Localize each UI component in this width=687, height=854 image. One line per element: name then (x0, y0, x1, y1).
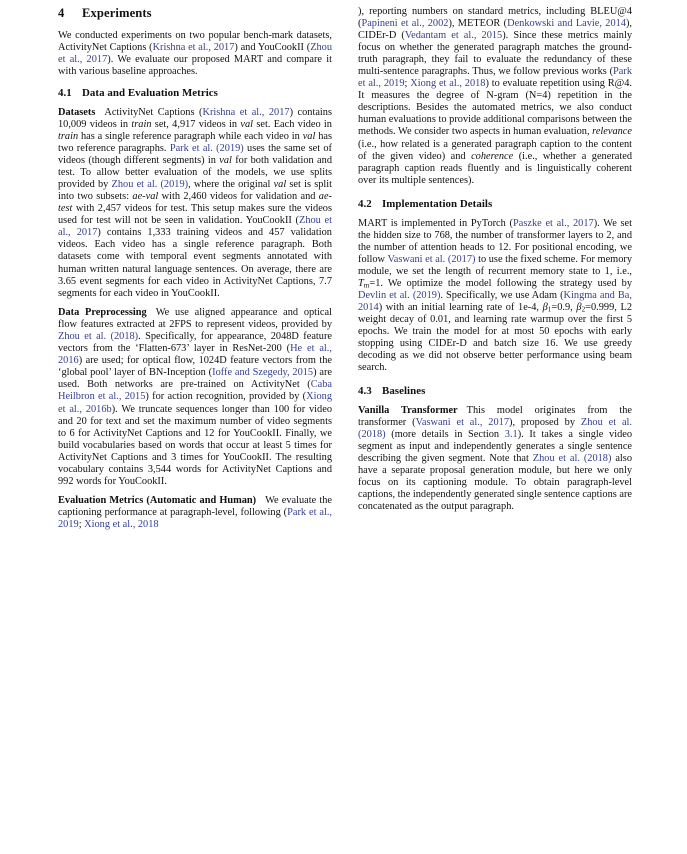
prep-t2: . Specifically, for appearance, 2048D feature vectors from the ‘Flatten-673’ layer in ResNet-200 ( (58, 331, 332, 355)
runin-heading-vanilla-transformer: Vanilla Transformer (358, 405, 458, 417)
vanilla-t3: (more details in Section (385, 429, 505, 441)
citation-park-2019-b[interactable]: Park et al., 2019 (58, 507, 332, 531)
vanilla-transformer-paragraph (358, 405, 632, 513)
right-column (358, 6, 632, 854)
citation-krishna-2017-b[interactable]: Krishna et al., 2017 (202, 106, 290, 118)
runin-heading-evaluation-metrics: Evaluation Metrics (Automatic and Human) (58, 495, 257, 507)
citation-papineni-2002[interactable]: Papineni et al., 2002 (361, 18, 449, 30)
citation-zhou-2018[interactable]: Zhou et al. (2018) (58, 331, 139, 343)
metrics-t7: ; (404, 78, 411, 90)
subsection-title-42: Implementation Details (382, 197, 493, 210)
citation-paszke-2017[interactable]: Paszke et al., 2017 (513, 217, 594, 229)
subsection-heading-baselines (358, 385, 632, 398)
subsection-number-43: 4.3 (358, 385, 372, 398)
evaluation-metrics-paragraph-left (58, 495, 332, 531)
impl-t1: MART is implemented in PyTorch ( (358, 217, 513, 229)
datasets-t3: set, 4,917 videos in (151, 118, 241, 130)
italic-val-3: val (219, 155, 232, 167)
citation-vedantam-2015[interactable]: Vedantam et al., 2015 (404, 30, 503, 42)
two-column-layout (58, 6, 635, 854)
impl-t8: =0.999, L2 weight decay of 0.01, and learning rate warmup over the first 5 epochs. We train the model for at most 50 epochs with early stopping using CIDEr-D and batch size 16. We use greedy decoding as we did not observe better performance using beam search. (358, 301, 632, 374)
citation-zhou-2017-b[interactable]: Zhou et al., 2017 (58, 215, 332, 239)
datasets-t4: set. Each video in (253, 118, 332, 130)
citation-zhou-2018-b[interactable]: Zhou et al. (2018) (358, 417, 632, 441)
metrics-t4: ), METEOR ( (448, 18, 508, 30)
prep-t4: ) are used. Both networks are pre-trained on ActivityNet ( (58, 367, 333, 391)
citation-devlin-2019[interactable]: Devlin et al. (2019) (358, 289, 441, 301)
impl-t2: ). We set the hidden size to 768, the number of transformer layers to 2, and the number of attention heads to 12. For positional encoding, we follow (358, 217, 632, 265)
math-tm-base: T (358, 277, 364, 289)
citation-denkowski-lavie-2014[interactable]: Denkowski and Lavie, 2014 (507, 18, 626, 30)
datasets-t13: ) contains 1,333 training videos and 457 validation videos. Each video has a single reference paragraph. Both datasets come with temporal event segments annotated with human written natural language sentences. On average, there are 3.65 event segments for each video in ActivityNet Captions, 7.7 segments for each video in YouCookII. (58, 227, 332, 299)
math-beta2-subscript: 2 (581, 305, 586, 314)
italic-relevance: relevance (592, 126, 632, 138)
metrics-t8: ) to evaluate repetition using R@4. It measures the degree of N-gram (N=4) repetition in the descriptions. Besides the automated metrics, we also conduct human evaluations to provide additional comparisons between the methods. We consider two aspects in human evaluation, (358, 78, 632, 138)
impl-t5: . Specifically, we use Adam ( (440, 289, 564, 301)
citation-park-2019[interactable]: Park et al. (2019) (169, 143, 244, 155)
math-beta1-base: β (542, 301, 548, 313)
datasets-t1: ActivityNet Captions ( (104, 106, 203, 118)
datasets-t6: has two reference paragraphs. (58, 131, 333, 155)
citation-zhou-2018-c[interactable]: Zhou et al. (2018) (532, 453, 612, 465)
evaluation-metrics-paragraph-right (358, 6, 632, 187)
citation-zhou-2019[interactable]: Zhou et al. (2019) (111, 179, 189, 191)
subsection-title-43: Baselines (382, 385, 426, 398)
intro-text-2: ) and YouCookII ( (234, 41, 311, 53)
section-number: 4 (58, 6, 65, 20)
metrics-t9: (i.e., how related is a generated paragraph caption to the content of the given video) and (358, 138, 632, 162)
citation-park-2019-c[interactable]: Park et al., 2019 (358, 66, 632, 90)
math-tm-subscript: m (363, 281, 370, 290)
datasets-t12: with 2,457 videos for test. This setup makes sure the videos used for test will not be seen in validation. YouCookII ( (58, 203, 332, 227)
citation-xiong-2018-b[interactable]: Xiong et al., 2018 (410, 78, 486, 90)
datasets-t7: uses the same set of videos (though different segments) in (58, 143, 332, 167)
citation-xiong-2016b[interactable]: Xiong et al., 2016b (58, 391, 332, 415)
italic-val-4: val (273, 179, 287, 191)
metrics-t5: ), CIDEr-D ( (358, 18, 633, 42)
runin-heading-data-preprocessing: Data Preprocessing (58, 307, 147, 319)
citation-ioffe-szegedy-2015[interactable]: Ioffe and Szegedy, 2015 (212, 367, 314, 379)
math-beta1-subscript: 1 (547, 305, 552, 314)
intro-paragraph (58, 30, 332, 78)
impl-t6: ) with an initial learning rate of 1e-4, (378, 301, 543, 313)
metrics-t6: ). Since these metrics mainly focus on whether the generated paragraph matches the ground-truth paragraph, they fail to evaluate the redundancy of these multi-sentence paragraphs. Thus, we follow previous works ( (358, 30, 632, 78)
datasets-t2: ) contains 10,009 videos in (58, 106, 332, 130)
citation-vaswani-2017[interactable]: Vaswani et al. (2017) (387, 253, 476, 265)
intro-text-3: ). We evaluate our proposed MART and compare it with various baseline approaches. (58, 53, 332, 77)
datasets-t8: for both validation and test. To allow better evaluation of the models, we use splits provided by (58, 155, 332, 191)
datasets-t10: set is split into two subsets: (58, 179, 333, 203)
citation-kingma-ba-2014[interactable]: Kingma and Ba, 2014 (358, 289, 632, 313)
italic-train-2: train (58, 131, 79, 142)
italic-coherence: coherence (471, 150, 514, 162)
subsection-number-41: 4.1 (58, 87, 72, 100)
italic-ae-val: ae-val (132, 191, 159, 203)
vanilla-t2: ), proposed by (509, 417, 581, 429)
datasets-t11: with 2,460 videos for validation and (158, 191, 319, 203)
cross-reference-section-31[interactable]: 3.1 (504, 429, 518, 441)
datasets-paragraph (58, 107, 332, 300)
citation-vaswani-2017-b[interactable]: Vaswani et al., 2017 (415, 417, 509, 429)
italic-val-1: val (240, 118, 254, 130)
metrics-t10: (i.e., whether a generated paragraph caption reads fluently and is linguistically coherent over its multiple sentences). (358, 150, 632, 186)
citation-he-2016[interactable]: He et al., 2016 (58, 343, 332, 367)
data-preprocessing-paragraph (58, 307, 332, 488)
citation-zhou-2017[interactable]: Zhou et al., 2017 (58, 41, 333, 65)
prep-t3: ) are used; for optical flow, 1024D feature vectors from the ‘global pool’ layer of BN-Inception ( (58, 355, 332, 379)
impl-t7: =0.9, (551, 301, 577, 313)
italic-val-2: val (302, 131, 316, 142)
citation-xiong-2018[interactable]: Xiong et al., 2018 (84, 519, 159, 531)
section-heading-experiments (58, 6, 332, 21)
subsection-heading-implementation-details (358, 198, 632, 211)
math-beta2-base: β (576, 301, 582, 313)
italic-train-1: train (131, 118, 152, 130)
citation-krishna-2017[interactable]: Krishna et al., 2017 (152, 41, 235, 53)
metrics-t2: ; (78, 519, 85, 531)
subsection-title-41: Data and Evaluation Metrics (82, 87, 218, 100)
intro-text-1: We conducted experiments on two popular bench-mark datasets, ActivityNet Captions ( (58, 29, 332, 53)
section-title: Experiments (82, 6, 152, 20)
subsection-number-42: 4.2 (358, 197, 372, 210)
vanilla-t5: also have a separate proposal generation module, but here we only focus on its captioning module. To obtain paragraph-level captions, the independently generated single sentence captions are concatenated as the output paragraph. (358, 453, 633, 513)
runin-heading-datasets: Datasets (58, 106, 96, 118)
prep-t6: ). We truncate sequences longer than 100 for video and 20 for text and set the maximum number of video segments to 6 for ActivityNet Captions and 12 for YouCookII. Finally, we build vocabularies based on words that occur at least 5 times for ActivityNet Captions and 3 times for YouCookII. The resulting vocabulary contains 3,544 words for ActivityNet Captions and 992 words for YouCookII. (58, 403, 332, 487)
datasets-t9: , where the original (188, 179, 274, 191)
subsection-heading-data-evaluation-metrics (58, 87, 332, 100)
datasets-t5: has a single reference paragraph while each video in (78, 131, 303, 142)
prep-t1: We use aligned appearance and optical flow features extracted at 2FPS to represent videos, provided by (58, 307, 332, 331)
implementation-paragraph (358, 218, 632, 375)
metrics-t1: We evaluate the captioning performance at paragraph-level, following ( (58, 495, 332, 519)
metrics-t3: ), reporting numbers on standard metrics, including BLEU@4 ( (358, 6, 632, 30)
impl-t4: =1. We optimize the model following the strategy used by (369, 277, 632, 289)
italic-ae-test: ae-test (58, 191, 332, 215)
prep-t5: ) for action recognition, provided by ( (145, 391, 307, 403)
citation-caba-heilbron-2015[interactable]: Caba Heilbron et al., 2015 (58, 379, 332, 403)
vanilla-t1: This model originates from the transformer ( (358, 405, 632, 429)
impl-t3: to use the fixed scheme. For memory module, we set the length of recurrent memory state to 1, i.e., (358, 253, 632, 277)
vanilla-t4: ). It takes a single video segment as input and independently generates a single sentence describing the given segment. Note that (358, 429, 632, 465)
left-column (58, 6, 332, 854)
